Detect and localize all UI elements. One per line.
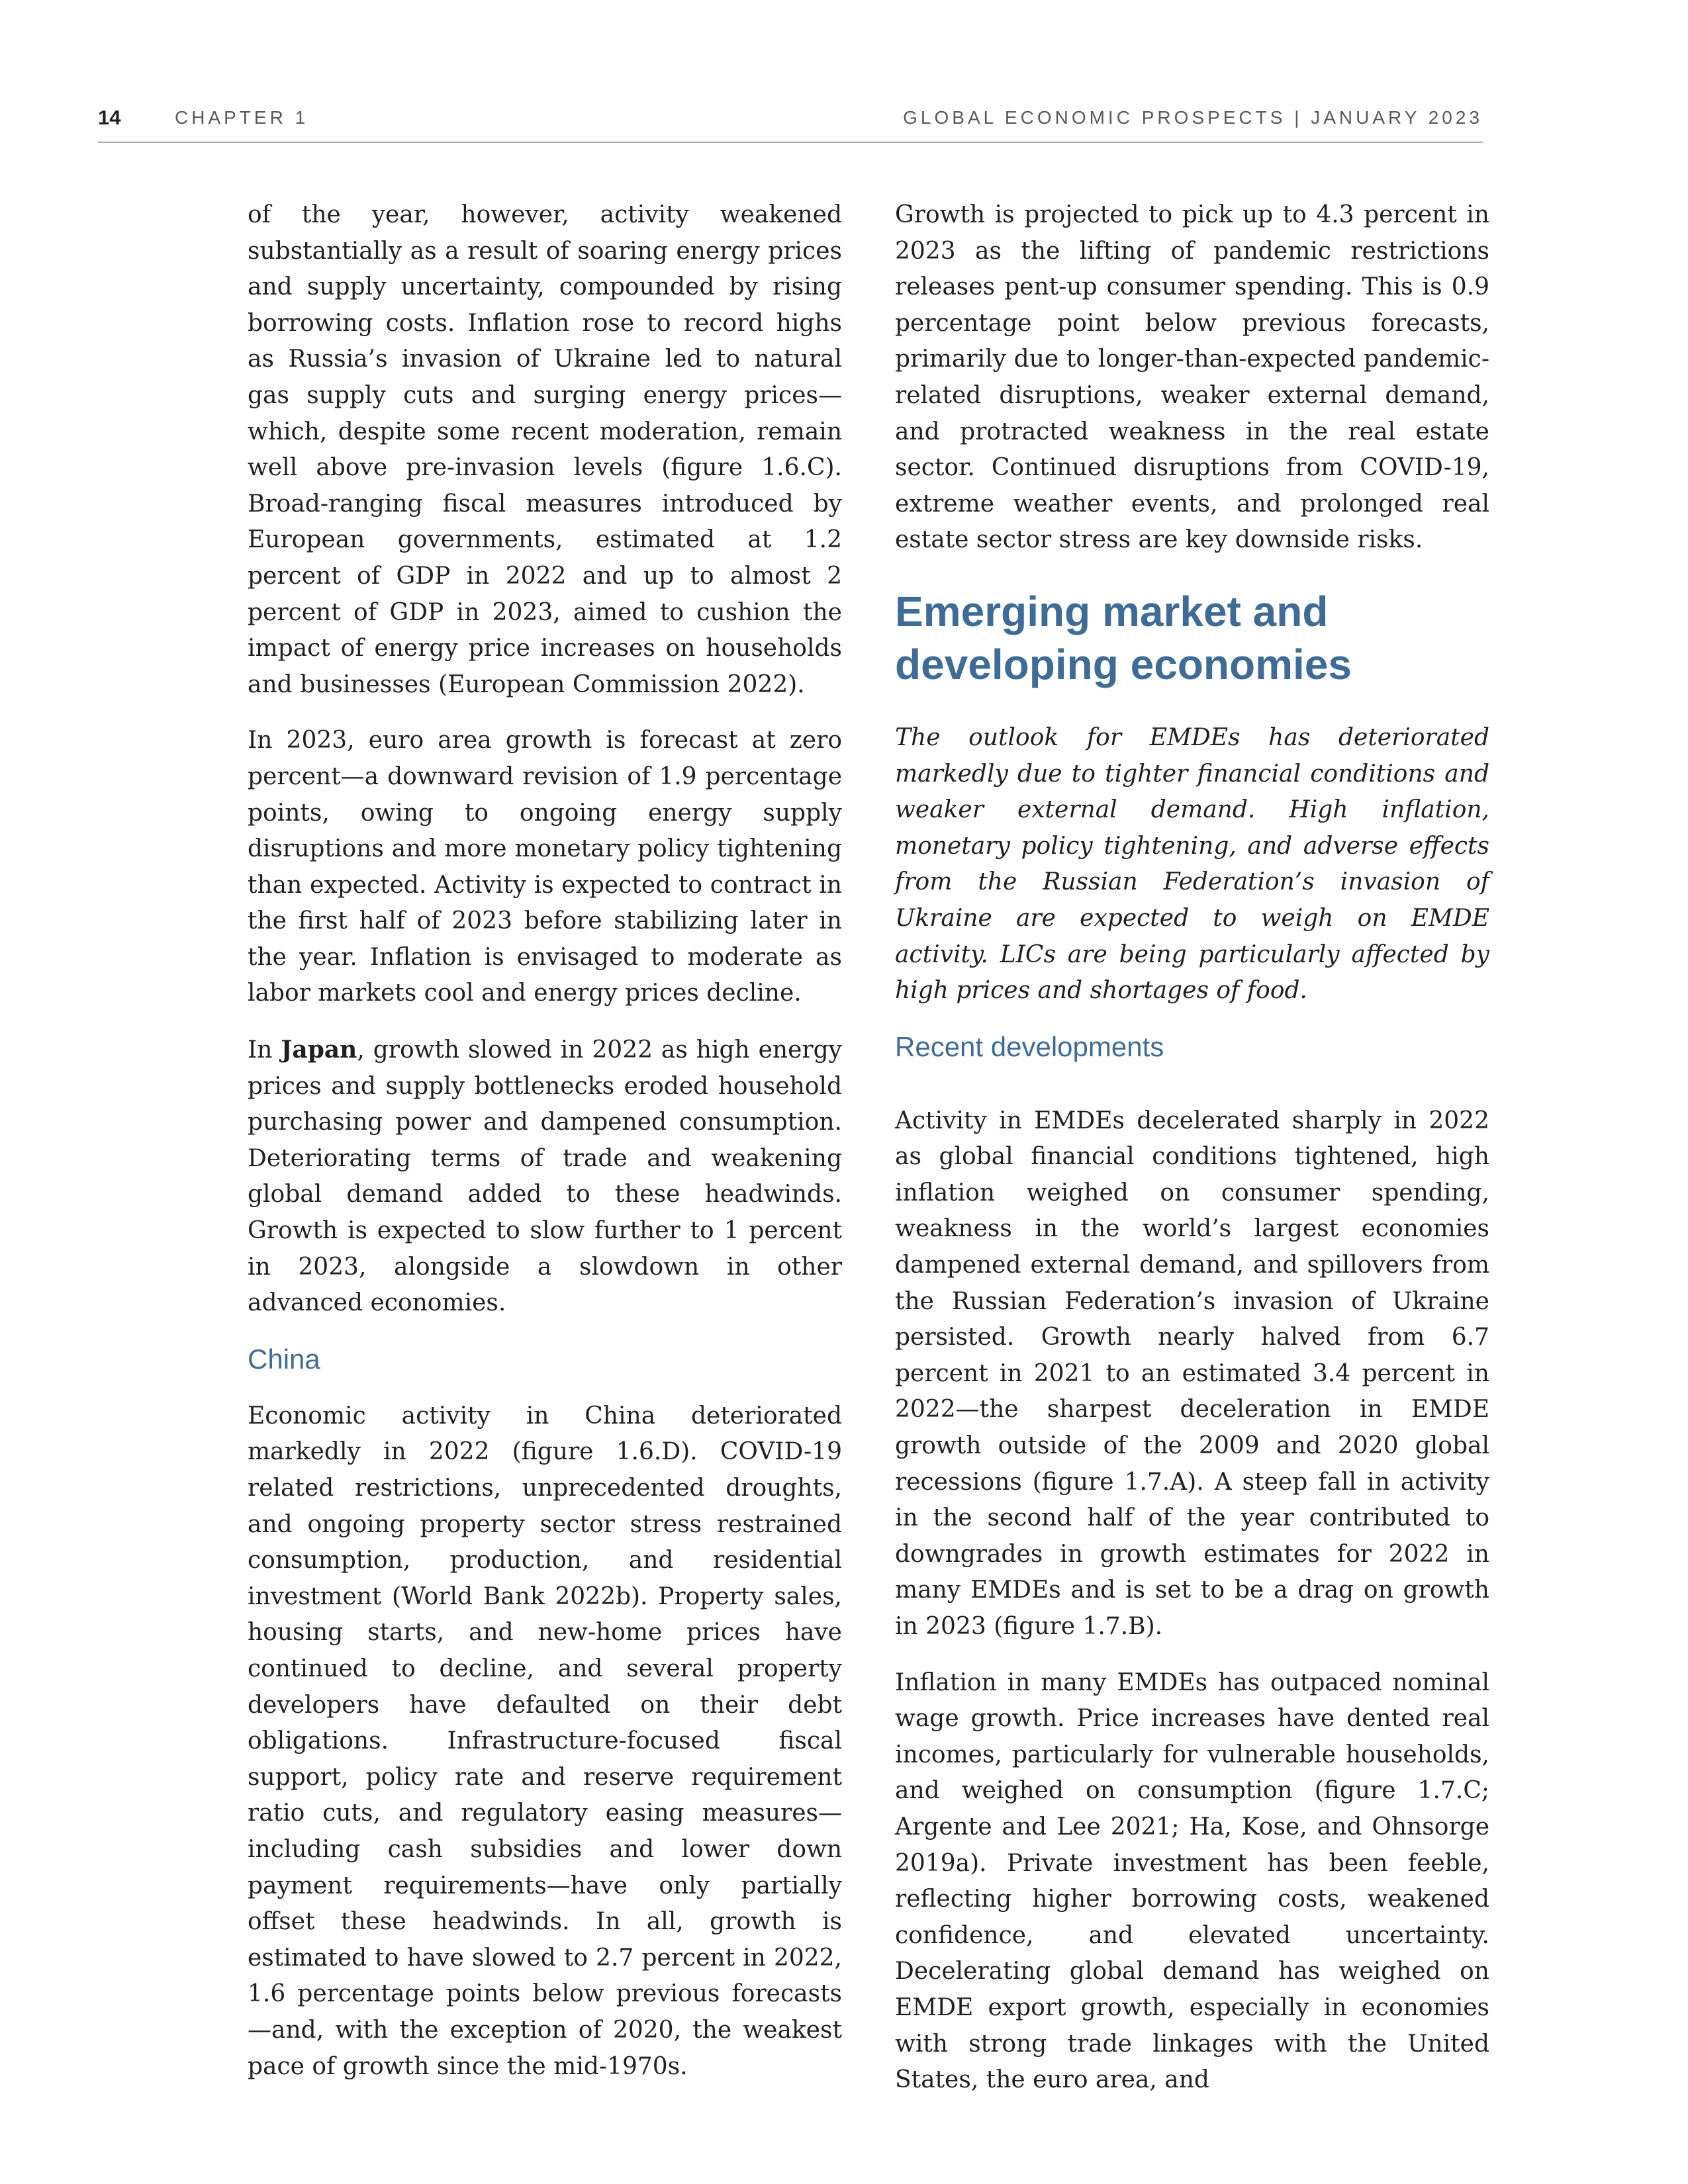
publication-title: GLOBAL ECONOMIC PROSPECTS | JANUARY 2023 — [903, 107, 1483, 128]
page-header — [98, 103, 1483, 143]
left-column — [248, 197, 842, 2085]
page-number: 14 — [98, 106, 121, 129]
paragraph-emde-activity: Activity in EMDEs decelerated sharply in 2022 as global financial conditions tightened, high inflation weighed on consumer spending, weakness in the world’s largest economies dampened external demand, and spillovers from the Russian Federation’s invasion of Ukraine persisted. Growth nearly halved from 6.7 percent in 2021 to an estimated 3.4 percent in 2022—the sharpest deceleration in EMDE growth outside of the 2009 and 2020 global recessions (figure 1.7.A). A steep fall in activity in the second half of the year contributed to downgrades in growth estimates for 2022 in many EMDEs and is set to be a drag on growth in 2023 (figure 1.7.B). — [895, 1107, 1489, 1640]
chapter-label: CHAPTER 1 — [175, 107, 309, 128]
japan-text: , growth slowed in 2022 as high energy prices and supply bottlenecks eroded household purchasing power and dampened consumption. Deteriorating terms of trade and weakening global demand added to these headwinds. Growth is expected to slow further to 1 percent in 2023, alongside a slowdown in other advanced economies. — [248, 1036, 842, 1317]
recent-developments-heading: Recent developments — [895, 1030, 1164, 1062]
china-heading: China — [248, 1343, 320, 1375]
paragraph-japan — [248, 1032, 842, 1322]
paragraph-china-outlook: Growth is projected to pick up to 4.3 percent in 2023 as the lifting of pandemic restrictions releases pent-up consumer spending. This is 0.9 percentage point below previous forecasts, primarily due to longer-than-expected pandemic-related disruptions, weaker external demand, and protracted weakness in the real estate sector. Continued disruptions from COVID-19, extreme weather events, and prolonged real estate sector stress are key downside risks. — [895, 201, 1489, 554]
right-column — [895, 197, 1489, 2099]
section-heading-emde: Emerging market and developing economies — [895, 587, 1352, 688]
japan-bold: Japan — [281, 1036, 357, 1064]
japan-lead: In — [248, 1036, 281, 1064]
paragraph-euro-area-2023: In 2023, euro area growth is forecast at zero percent—a downward revision of 1.9 percentage points, owing to ongoing energy supply disruptions and more monetary policy tightening than expected. Activity is expected to contract in the first half of 2023 before stabilizing later in the year. Inflation is envisaged to moderate as labor markets cool and energy prices decline. — [248, 727, 842, 1007]
paragraph-china: Economic activity in China deteriorated markedly in 2022 (figure 1.6.D). COVID-19 related restrictions, unprecedented droughts, and ongoing property sector stress restrained consumption, production, and residential investment (World Bank 2022b). Property sales, housing starts, and new-home prices have continued to decline, and several property developers have defaulted on their debt obligations. Infrastructure-focused fiscal support, policy rate and reserve requirement ratio cuts, and regulatory easing measures—including cash subsidies and lower down payment requirements—have only partially offset these headwinds. In all, growth is estimated to have slowed to 2.7 percent in 2022, 1.6 percentage points below previous forecasts—and, with the exception of 2020, the weakest pace of growth since the mid-1970s. — [248, 1402, 842, 2080]
paragraph-euro-area-2022: of the year, however, activity weakened substantially as a result of soaring energy prices and supply uncertainty, compounded by rising borrowing costs. Inflation rose to record highs as Russia’s invasion of Ukraine led to natural gas supply cuts and surging energy prices—which, despite some recent moderation, remain well above pre-invasion levels (figure 1.6.C). Broad-ranging fiscal measures introduced by European governments, estimated at 1.2 percent of GDP in 2022 and up to almost 2 percent of GDP in 2023, aimed to cushion the impact of energy price increases on households and businesses (European Commission 2022). — [248, 201, 842, 698]
section-summary: The outlook for EMDEs has deteriorated markedly due to tighter financial conditions and weaker external demand. High inflation, monetary policy tightening, and adverse effects from the Russian Federation’s invasion of Ukraine are expected to weigh on EMDE activity. LICs are being particularly affected by high prices and shortages of food. — [895, 723, 1489, 1005]
paragraph-emde-inflation: Inflation in many EMDEs has outpaced nominal wage growth. Price increases have dented real incomes, particularly for vulnerable households, and weighed on consumption (figure 1.7.C; Argente and Lee 2021; Ha, Kose, and Ohnsorge 2019a). Private investment has been feeble, reflecting higher borrowing costs, weakened confidence, and elevated uncertainty. Decelerating global demand has weighed on EMDE export growth, especially in economies with strong trade linkages with the United States, the euro area, and — [895, 1668, 1489, 2094]
